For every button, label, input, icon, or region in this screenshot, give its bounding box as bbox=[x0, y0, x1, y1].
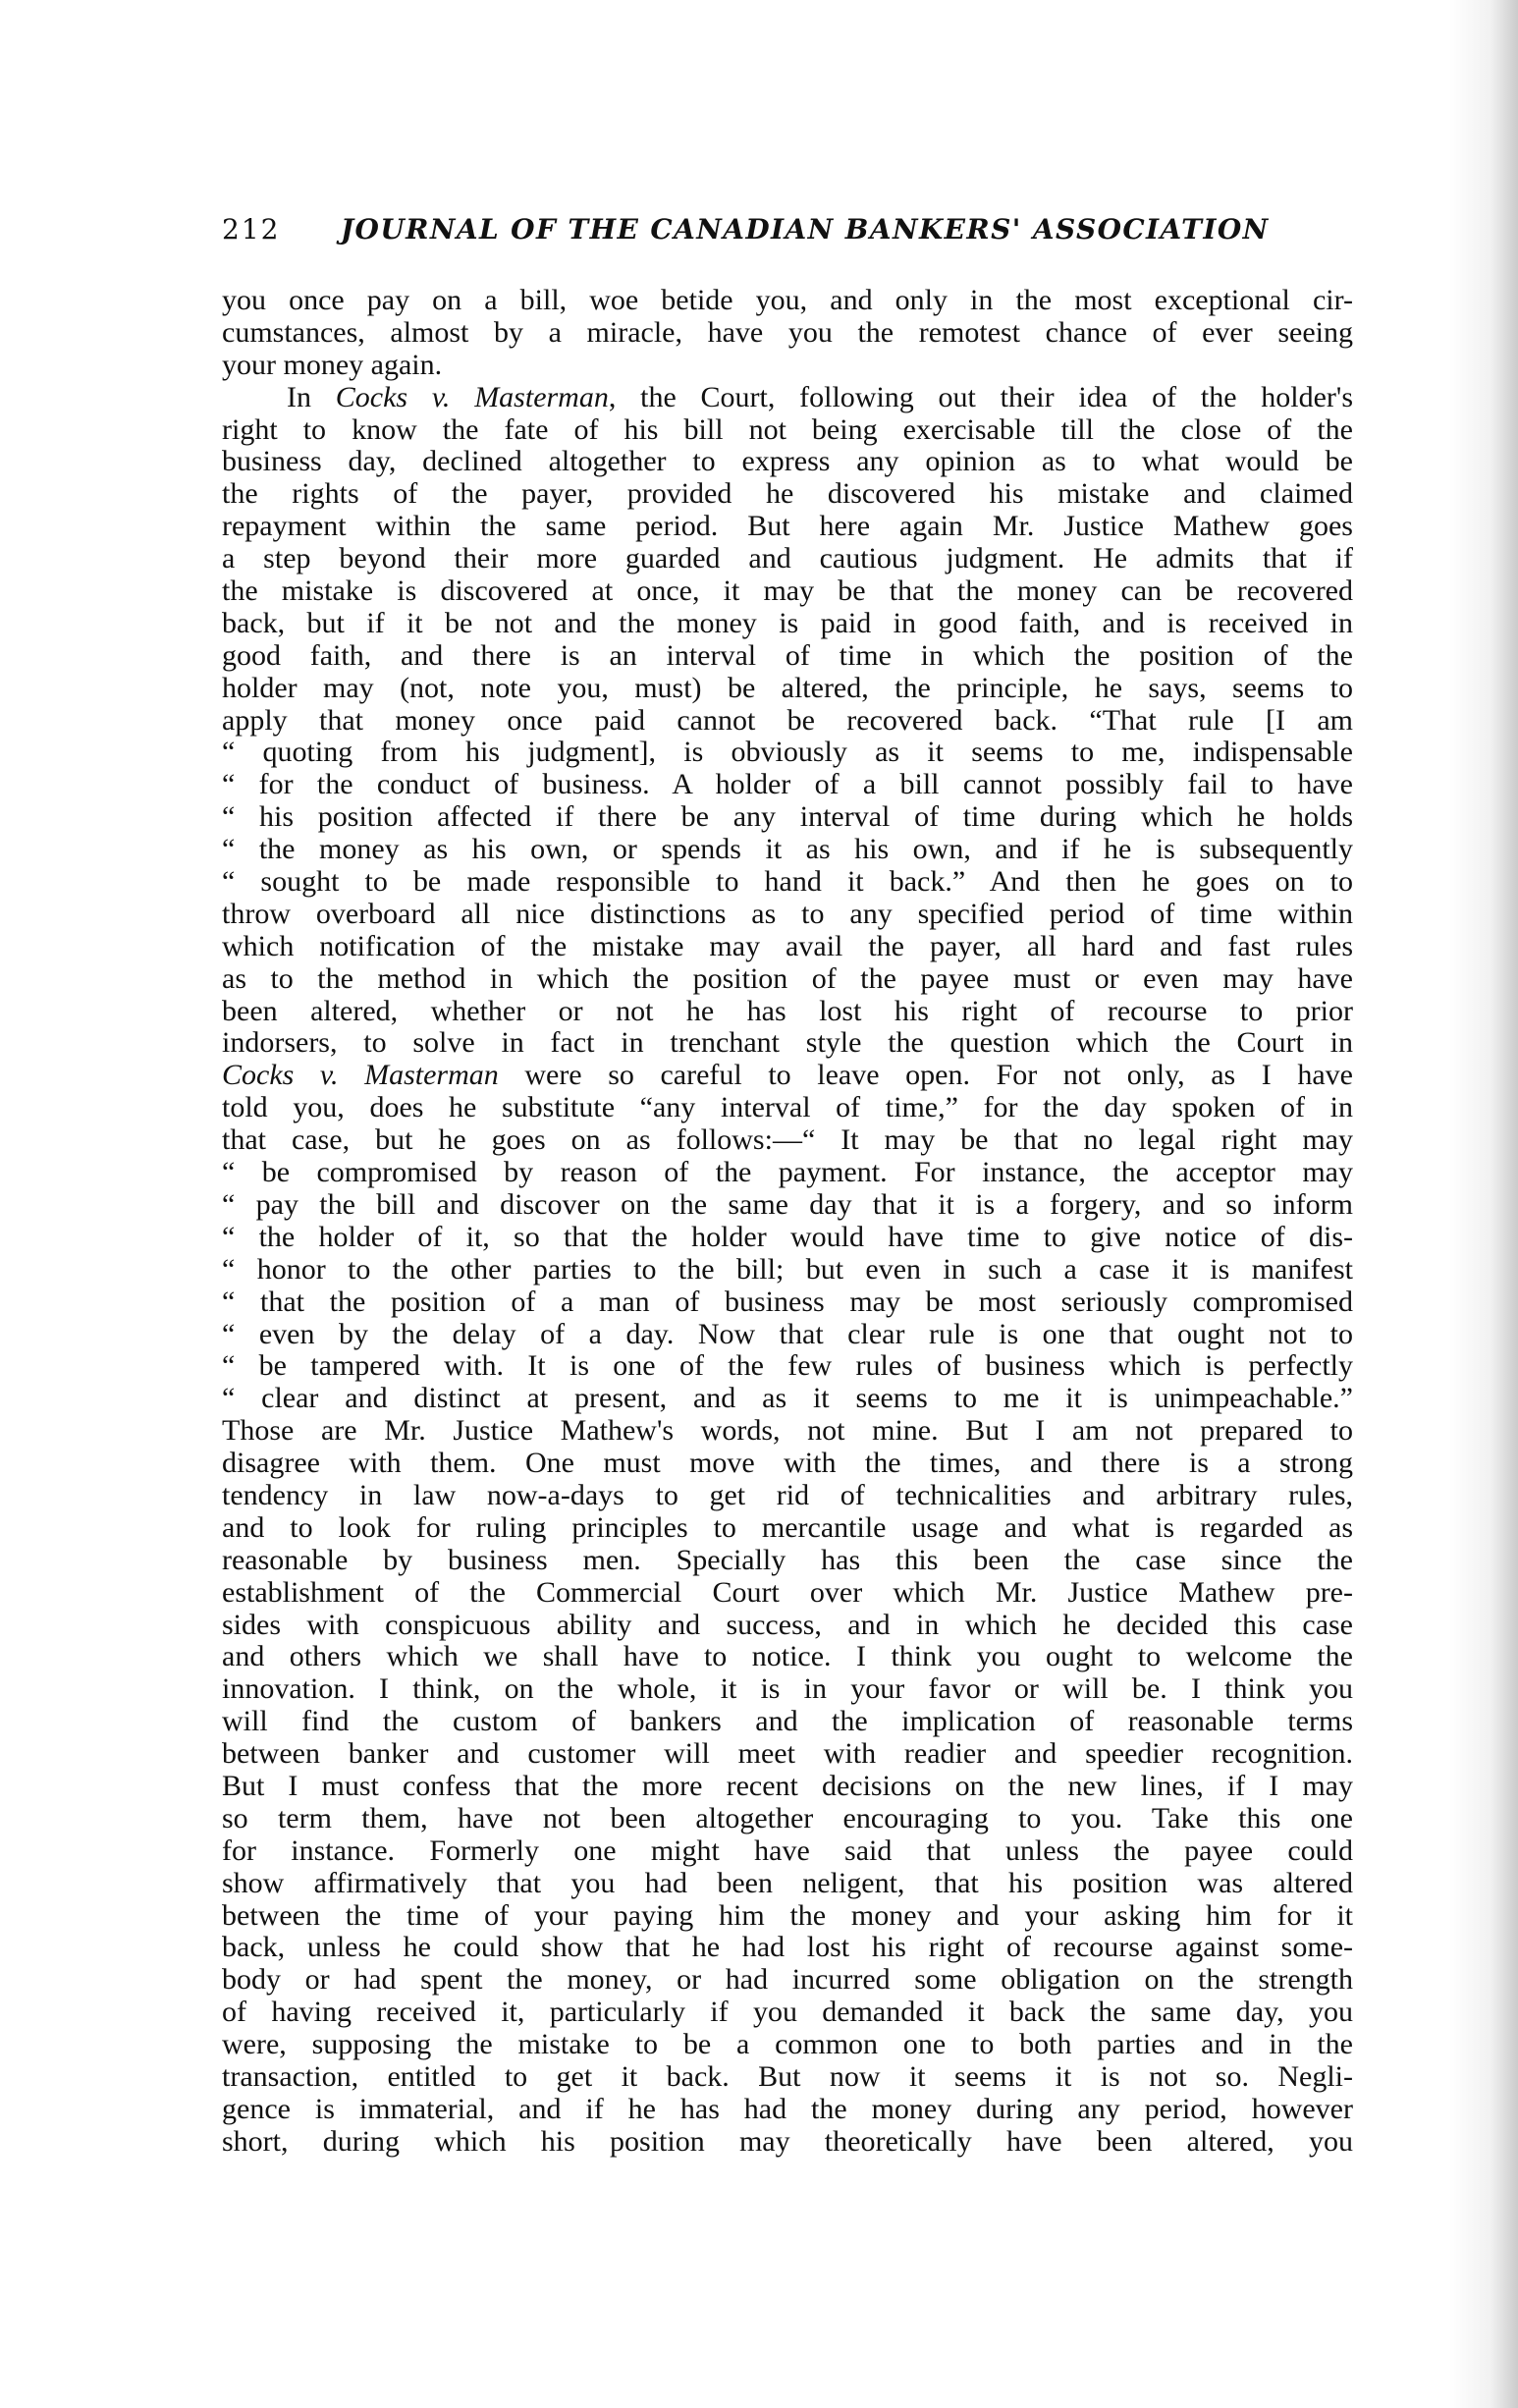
text-line: a step beyond their more guarded and cautious judgment. He admits that if bbox=[222, 542, 1353, 575]
case-name: Cocks v. Masterman bbox=[222, 1059, 499, 1092]
text-line: back, unless he could show that he had lost his right of recourse against some- bbox=[222, 1931, 1353, 1964]
text-line: been altered, whether or not he has lost his right of recourse to prior bbox=[222, 994, 1353, 1027]
text-line: show affirmatively that you had been neligent, that his position was altered bbox=[222, 1866, 1353, 1899]
text-line: cumstances, almost by a miracle, have you the remotest chance of ever seeing bbox=[222, 315, 1353, 349]
text-line: reasonable by business men. Specially has this been the case since the bbox=[222, 1543, 1353, 1576]
body-text bbox=[222, 285, 1353, 2159]
text-line: that case, but he goes on as follows:—“ It may be that no legal right may bbox=[222, 1123, 1353, 1157]
text-line: indorsers, to solve in fact in trenchant style the question which the Court in bbox=[222, 1026, 1353, 1060]
journal-title: JOURNAL OF THE CANADIAN BANKERS' ASSOCIATION bbox=[340, 213, 1270, 246]
text-run: In bbox=[287, 380, 336, 413]
text-line: the mistake is discovered at once, it may be that the money can be recovered bbox=[222, 575, 1353, 608]
text-line: business day, declined altogether to express any opinion as to what would be bbox=[222, 445, 1353, 478]
page-edge-shadow bbox=[1449, 0, 1518, 2408]
text-line: But I must confess that the more recent decisions on the new lines, if I may bbox=[222, 1769, 1353, 1802]
text-line: tendency in law now-a-days to get rid of technicalities and arbitrary rules, bbox=[222, 1478, 1353, 1511]
page-number: 212 bbox=[222, 213, 281, 246]
text-line: were, supposing the mistake to be a common one to both parties and in the bbox=[222, 2028, 1353, 2061]
text-line: short, during which his position may theoretically have been altered, you bbox=[222, 2124, 1353, 2158]
text-line: “ that the position of a man of business may be most seriously compromised bbox=[222, 1285, 1353, 1318]
text-line: told you, does he substitute “any interval of time,” for the day spoken of in bbox=[222, 1091, 1353, 1124]
text-line: as to the method in which the position of the payee must or even may have bbox=[222, 961, 1353, 995]
text-line: “ sought to be made responsible to hand it back.” And then he goes on to bbox=[222, 865, 1353, 899]
text-line: “ be compromised by reason of the payment. For instance, the acceptor may bbox=[222, 1156, 1353, 1189]
text-line bbox=[222, 382, 1353, 414]
text-line: “ be tampered with. It is one of the few rules of business which is perfectly bbox=[222, 1349, 1353, 1383]
running-header bbox=[222, 210, 1361, 249]
text-line: repayment within the same period. But here again Mr. Justice Mathew goes bbox=[222, 510, 1353, 543]
text-line: “ for the conduct of business. A holder of a bill cannot possibly fail to have bbox=[222, 768, 1353, 801]
text-line: good faith, and there is an interval of time in which the position of the bbox=[222, 638, 1353, 672]
text-run: , the Court, following out their idea of the holder's bbox=[608, 380, 1353, 413]
text-line: of having received it, particularly if you demanded it back the same day, you bbox=[222, 1996, 1353, 2029]
text-line: holder may (not, note you, must) be altered, the principle, he says, seems to bbox=[222, 671, 1353, 704]
text-line: body or had spent the money, or had incurred some obligation on the strength bbox=[222, 1963, 1353, 1997]
text-line: establishment of the Commercial Court over which Mr. Justice Mathew pre- bbox=[222, 1575, 1353, 1609]
text-line: disagree with them. One must move with the times, and there is a strong bbox=[222, 1447, 1353, 1480]
text-line: your money again. bbox=[222, 348, 443, 381]
text-line: “ the money as his own, or spends it as his own, and if he is subsequently bbox=[222, 833, 1353, 866]
text-line: for instance. Formerly one might have said that unless the payee could bbox=[222, 1833, 1353, 1867]
text-line: between the time of your paying him the money and your asking him for it bbox=[222, 1898, 1353, 1932]
text-line: will find the custom of bankers and the implication of reasonable terms bbox=[222, 1705, 1353, 1738]
text-line: “ pay the bill and discover on the same day that it is a forgery, and so inform bbox=[222, 1187, 1353, 1221]
text-line: “ his position affected if there be any interval of time during which he holds bbox=[222, 800, 1353, 834]
text-line bbox=[222, 1060, 1353, 1092]
text-line: “ clear and distinct at present, and as it seems to me it is unimpeachable.” bbox=[222, 1382, 1353, 1415]
text-line: apply that money once paid cannot be recovered back. “That rule [I am bbox=[222, 703, 1353, 737]
text-line: “ even by the delay of a day. Now that clear rule is one that ought not to bbox=[222, 1317, 1353, 1350]
text-line: Those are Mr. Justice Mathew's words, not mine. But I am not prepared to bbox=[222, 1414, 1353, 1448]
text-line: gence is immaterial, and if he has had the money during any period, however bbox=[222, 2092, 1353, 2125]
text-run: were so careful to leave open. For not only, as I have bbox=[498, 1059, 1353, 1092]
text-line: transaction, entitled to get it back. But now it seems it is not so. Negli- bbox=[222, 2059, 1353, 2093]
text-line: and others which we shall have to notice. I think you ought to welcome the bbox=[222, 1640, 1353, 1673]
text-line: “ honor to the other parties to the bill; but even in such a case it is manifest bbox=[222, 1252, 1353, 1286]
text-line: you once pay on a bill, woe betide you, and only in the most exceptional cir- bbox=[222, 284, 1353, 316]
text-line: and to look for ruling principles to mercantile usage and what is regarded as bbox=[222, 1510, 1353, 1544]
text-line: innovation. I think, on the whole, it is in your favor or will be. I think you bbox=[222, 1672, 1353, 1706]
text-line: between banker and customer will meet with readier and speedier recognition. bbox=[222, 1737, 1353, 1771]
text-line: “ the holder of it, so that the holder would have time to give notice of dis- bbox=[222, 1220, 1353, 1253]
text-line: back, but if it be not and the money is paid in good faith, and is received in bbox=[222, 606, 1353, 639]
text-line: so term them, have not been altogether encouraging to you. Take this one bbox=[222, 1801, 1353, 1834]
text-line: the rights of the payer, provided he discovered his mistake and claimed bbox=[222, 477, 1353, 511]
case-name: Cocks v. Masterman bbox=[335, 380, 609, 413]
text-line: sides with conspicuous ability and success, and in which he decided this case bbox=[222, 1608, 1353, 1641]
text-line: throw overboard all nice distinctions as to any specified period of time within bbox=[222, 897, 1353, 930]
text-line: which notification of the mistake may avail the payer, all hard and fast rules bbox=[222, 929, 1353, 962]
text-line: “ quoting from his judgment], is obviously as it seems to me, indispensable bbox=[222, 736, 1353, 769]
text-line: right to know the fate of his bill not being exercisable till the close of the bbox=[222, 412, 1353, 446]
